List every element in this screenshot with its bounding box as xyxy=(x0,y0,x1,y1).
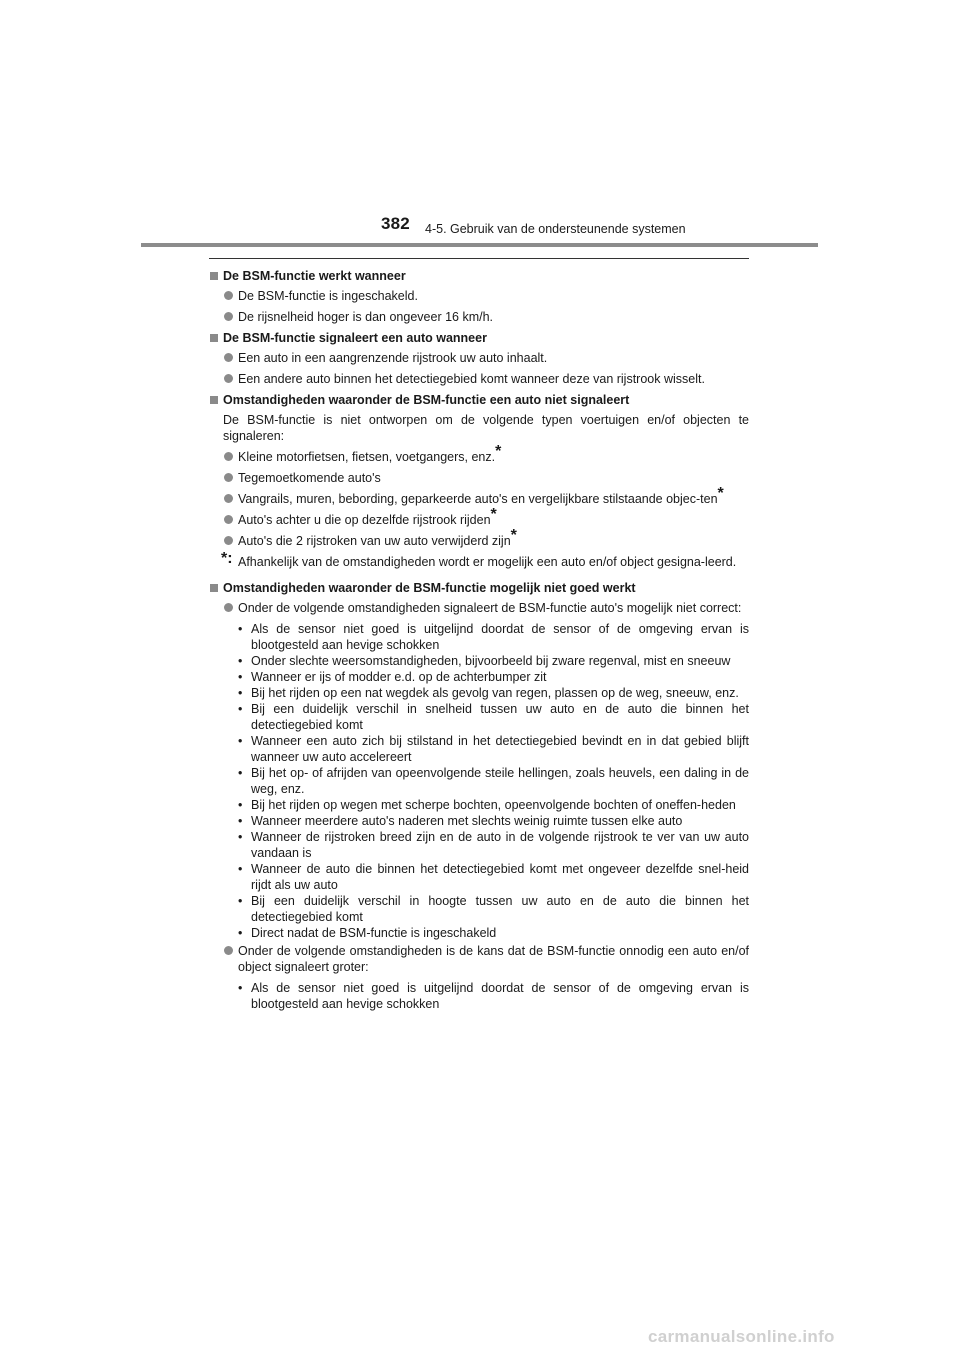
circle-bullet-icon xyxy=(224,291,233,300)
circle-bullet-icon xyxy=(224,946,233,955)
condition-item: • Bij een duidelijk verschil in hoogte tussen uw auto en de auto die binnen het detectiegebied komt xyxy=(238,894,749,924)
list-item: Tegemoetkomende auto's xyxy=(209,470,749,486)
condition-item: • Als de sensor niet goed is uitgelijnd doordat de sensor of de omgeving ervan is blootgesteld aan hevige schokken xyxy=(238,622,749,652)
circle-bullet-icon xyxy=(224,494,233,503)
asterisk-mark: * xyxy=(717,485,724,502)
list-item: Kleine motorfietsen, fietsen, voetgangers, enz.* xyxy=(209,449,749,465)
condition-item: • Bij het op- of afrijden van opeenvolgende steile hellingen, zoals heuvels, een daling in de weg, enz. xyxy=(238,766,749,796)
chapter-title: 4-5. Gebruik van de ondersteunende systemen xyxy=(425,222,686,236)
condition-item: • Wanneer de rijstroken breed zijn en de auto in de volgende rijstrook te ver van uw auto vandaan is xyxy=(238,830,749,860)
asterisk-mark: * xyxy=(490,506,497,523)
list-item: Vangrails, muren, bebording, geparkeerde auto's en vergelijkbare stilstaande objec-ten* xyxy=(209,491,749,507)
circle-bullet-icon xyxy=(224,536,233,545)
circle-bullet-icon xyxy=(224,312,233,321)
circle-bullet-icon xyxy=(224,452,233,461)
list-item: Onder de volgende omstandigheden signaleert de BSM-functie auto's mogelijk niet correct: xyxy=(209,600,749,616)
square-bullet-icon xyxy=(210,584,218,592)
condition-item: • Direct nadat de BSM-functie is ingeschakeld xyxy=(238,926,497,940)
list-item: Een andere auto binnen het detectiegebied komt wanneer deze van rijstrook wisselt. xyxy=(209,371,749,387)
square-bullet-icon xyxy=(210,396,218,404)
square-bullet-icon xyxy=(210,272,218,280)
condition-item: • Wanneer er ijs of modder e.d. op de achterbumper zit xyxy=(238,670,547,684)
list-item: Onder de volgende omstandigheden is de kans dat de BSM-functie onnodig een auto en/of object signaleert groter: xyxy=(209,943,749,975)
condition-item: • Onder slechte weersomstandigheden, bijvoorbeeld bij zware regenval, mist en sneeuw xyxy=(238,654,731,668)
condition-item: • Wanneer meerdere auto's naderen met slechts weinig ruimte tussen elke auto xyxy=(238,814,683,828)
condition-item: • Wanneer een auto zich bij stilstand in het detectiegebied bevindt en in dat gebied blijft wanneer uw auto accelereert xyxy=(238,734,749,764)
list-item: Auto's die 2 rijstroken van uw auto verwijderd zijn* xyxy=(209,533,749,549)
section-heading: De BSM-functie werkt wanneer xyxy=(209,268,749,284)
condition-item: • Wanneer de auto die binnen het detectiegebied komt met ongeveer dezelfde snel-heid rijdt als uw auto xyxy=(238,862,749,892)
condition-item: • Als de sensor niet goed is uitgelijnd doordat de sensor of de omgeving ervan is blootgesteld aan hevige schokken xyxy=(238,981,749,1011)
circle-bullet-icon xyxy=(224,353,233,362)
square-bullet-icon xyxy=(210,334,218,342)
section-heading: Omstandigheden waaronder de BSM-functie mogelijk niet goed werkt xyxy=(209,580,749,596)
page-number: 382 xyxy=(381,214,410,233)
list-item: Auto's achter u die op dezelfde rijstrook rijden* xyxy=(209,512,749,528)
section-intro: De BSM-functie is niet ontworpen om de volgende typen voertuigen en/of objecten te signaleren: xyxy=(223,413,749,443)
section-heading: Omstandigheden waaronder de BSM-functie een auto niet signaleert xyxy=(209,392,749,408)
condition-list xyxy=(209,621,749,941)
condition-item: • Bij het rijden op wegen met scherpe bochten, opeenvolgende bochten of oneffen-heden xyxy=(238,798,736,812)
footnote-marker: *: xyxy=(221,550,233,567)
watermark-url: carmanualsonline.info xyxy=(648,1327,835,1346)
condition-item: • Bij het rijden op een nat wegdek als gevolg van regen, plassen op de weg, sneeuw, enz. xyxy=(238,686,739,700)
circle-bullet-icon xyxy=(224,374,233,383)
list-item: De BSM-functie is ingeschakeld. xyxy=(209,288,749,304)
page-content xyxy=(209,266,749,1014)
condition-item: • Bij een duidelijk verschil in snelheid tussen uw auto en de auto die binnen het detectiegebied komt xyxy=(238,702,749,732)
footnote: *: Afhankelijk van de omstandigheden wordt er mogelijk een auto en/of object gesigna-leerd. xyxy=(221,550,737,569)
condition-list xyxy=(209,980,749,1012)
content-rule xyxy=(209,258,749,259)
circle-bullet-icon xyxy=(224,473,233,482)
section-heading: De BSM-functie signaleert een auto wanneer xyxy=(209,330,749,346)
circle-bullet-icon xyxy=(224,603,233,612)
asterisk-mark: * xyxy=(495,443,502,460)
header-rule xyxy=(141,243,818,247)
list-item: De rijsnelheid hoger is dan ongeveer 16 km/h. xyxy=(209,309,749,325)
list-item: Een auto in een aangrenzende rijstrook uw auto inhaalt. xyxy=(209,350,749,366)
circle-bullet-icon xyxy=(224,515,233,524)
asterisk-mark: * xyxy=(510,527,517,544)
